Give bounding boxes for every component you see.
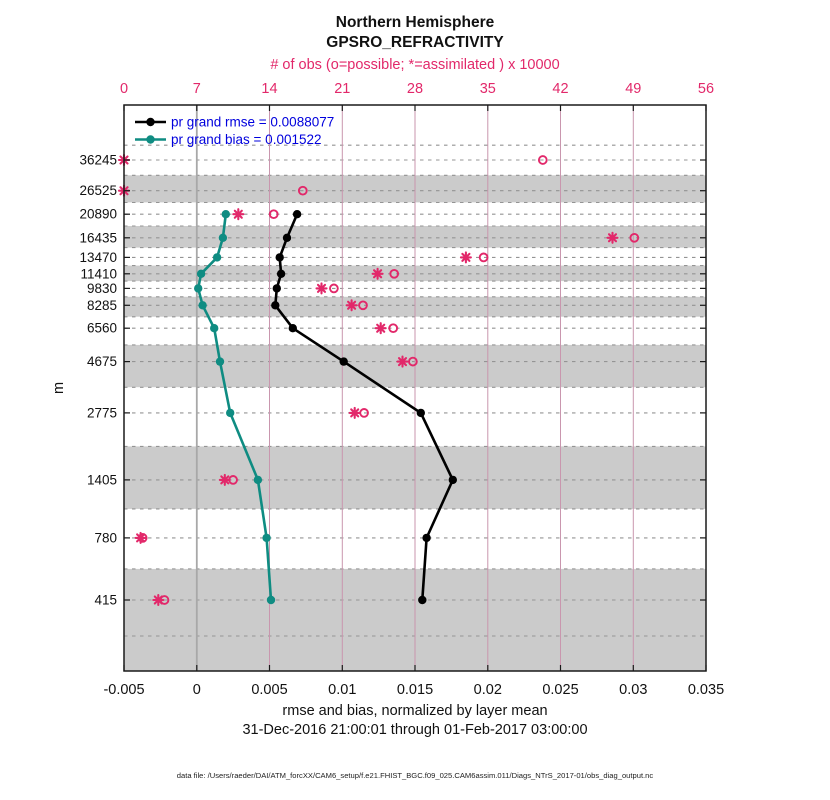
assimilated-count-marker xyxy=(350,408,360,418)
rmse-point xyxy=(277,270,285,278)
assimilated-count-marker xyxy=(347,300,357,310)
bottom-tick-label: 0.02 xyxy=(473,682,502,698)
legend-bias-marker xyxy=(146,135,154,143)
y-tick-label: 13470 xyxy=(79,249,117,265)
top-tick-label: 28 xyxy=(406,81,424,97)
legend-rmse-label: pr grand rmse = 0.0088077 xyxy=(171,114,335,130)
rmse-point xyxy=(449,476,457,484)
bias-point xyxy=(198,301,206,309)
bottom-tick-label: 0.03 xyxy=(619,682,648,698)
bias-point xyxy=(210,324,218,332)
bottom-tick-label: 0.01 xyxy=(328,682,357,698)
y-tick-label: 4675 xyxy=(86,354,117,370)
assimilated-count-marker xyxy=(153,595,163,605)
assimilated-count-marker xyxy=(233,209,243,219)
assimilated-count-marker xyxy=(461,252,471,262)
rmse-point xyxy=(276,253,284,261)
rmse-point xyxy=(418,596,426,604)
y-tick-label: 16435 xyxy=(79,230,117,246)
rmse-point xyxy=(293,210,301,218)
y-tick-label: 780 xyxy=(94,530,117,546)
top-tick-label: 0 xyxy=(119,81,129,97)
assimilated-count-marker xyxy=(220,475,230,485)
y-tick-label: 9830 xyxy=(86,280,117,296)
bias-point xyxy=(222,210,230,218)
top-tick-label: 35 xyxy=(479,81,496,97)
rmse-point xyxy=(422,534,430,542)
data-file-footnote: data file: /Users/raeder/DAI/ATM_forcXX/CAM6_setup/f.e21.FHIST_BGC.f09_025.CAM6assim.011/Diags_NTrS_2017-01/obs_diag_output.nc xyxy=(176,771,654,780)
bottom-tick-label: 0.015 xyxy=(396,682,434,698)
legend-bias-label: pr grand bias = 0.001522 xyxy=(171,132,322,147)
assimilated-count-marker xyxy=(373,269,383,279)
bias-point xyxy=(219,234,227,242)
rmse-point xyxy=(289,324,297,332)
top-tick-label: 49 xyxy=(625,81,642,97)
bias-point xyxy=(254,476,262,484)
y-tick-label: 20890 xyxy=(79,206,117,222)
y-tick-label: 26525 xyxy=(79,183,117,199)
assimilated-count-marker xyxy=(136,533,146,543)
bias-point xyxy=(262,534,270,542)
y-tick-label: 36245 xyxy=(79,152,117,168)
legend-rmse-marker xyxy=(146,118,154,126)
rmse-point xyxy=(417,409,425,417)
y-tick-label: 1405 xyxy=(86,472,117,488)
plot-title: Northern Hemisphere xyxy=(335,14,495,31)
y-tick-label: 415 xyxy=(94,592,117,608)
bias-point xyxy=(267,596,275,604)
assimilated-count-marker xyxy=(398,357,408,367)
bottom-tick-label: 0.005 xyxy=(251,682,288,698)
top-tick-label: 21 xyxy=(334,81,351,97)
y-tick-label: 11410 xyxy=(80,266,117,282)
assimilated-count-marker xyxy=(608,233,618,243)
y-tick-label: 2775 xyxy=(86,405,117,421)
rmse-point xyxy=(273,284,281,292)
top-tick-label: 14 xyxy=(261,81,278,97)
rmse-point xyxy=(283,234,291,242)
assimilated-count-marker xyxy=(376,323,386,333)
top-tick-label: 56 xyxy=(697,81,715,97)
bias-point xyxy=(226,409,234,417)
bottom-tick-label: 0 xyxy=(192,682,201,698)
top-tick-label: 7 xyxy=(192,81,201,97)
assimilated-count-marker xyxy=(317,283,327,293)
bias-point xyxy=(213,253,221,261)
top-tick-label: 42 xyxy=(552,81,569,97)
date-range-label: 31-Dec-2016 21:00:01 through 01-Feb-2017 03:00:00 xyxy=(242,722,588,738)
bias-point xyxy=(216,357,224,365)
y-axis-label: m xyxy=(51,381,67,395)
top-axis-label: # of obs (o=possible; *=assimilated ) x 10000 xyxy=(270,57,560,73)
bottom-tick-label: 0.035 xyxy=(687,682,725,698)
bottom-tick-label: -0.005 xyxy=(103,682,145,698)
rmse-point xyxy=(271,301,279,309)
y-tick-label: 8285 xyxy=(86,297,117,313)
bottom-tick-label: 0.025 xyxy=(542,682,579,698)
y-tick-label: 6560 xyxy=(86,320,117,336)
rmse-point xyxy=(340,357,348,365)
legend xyxy=(135,115,334,148)
bias-point xyxy=(194,284,202,292)
bias-point xyxy=(197,270,205,278)
x-axis-label: rmse and bias, normalized by layer mean xyxy=(282,703,548,719)
plot-subtitle: GPSRO_REFRACTIVITY xyxy=(326,34,504,51)
